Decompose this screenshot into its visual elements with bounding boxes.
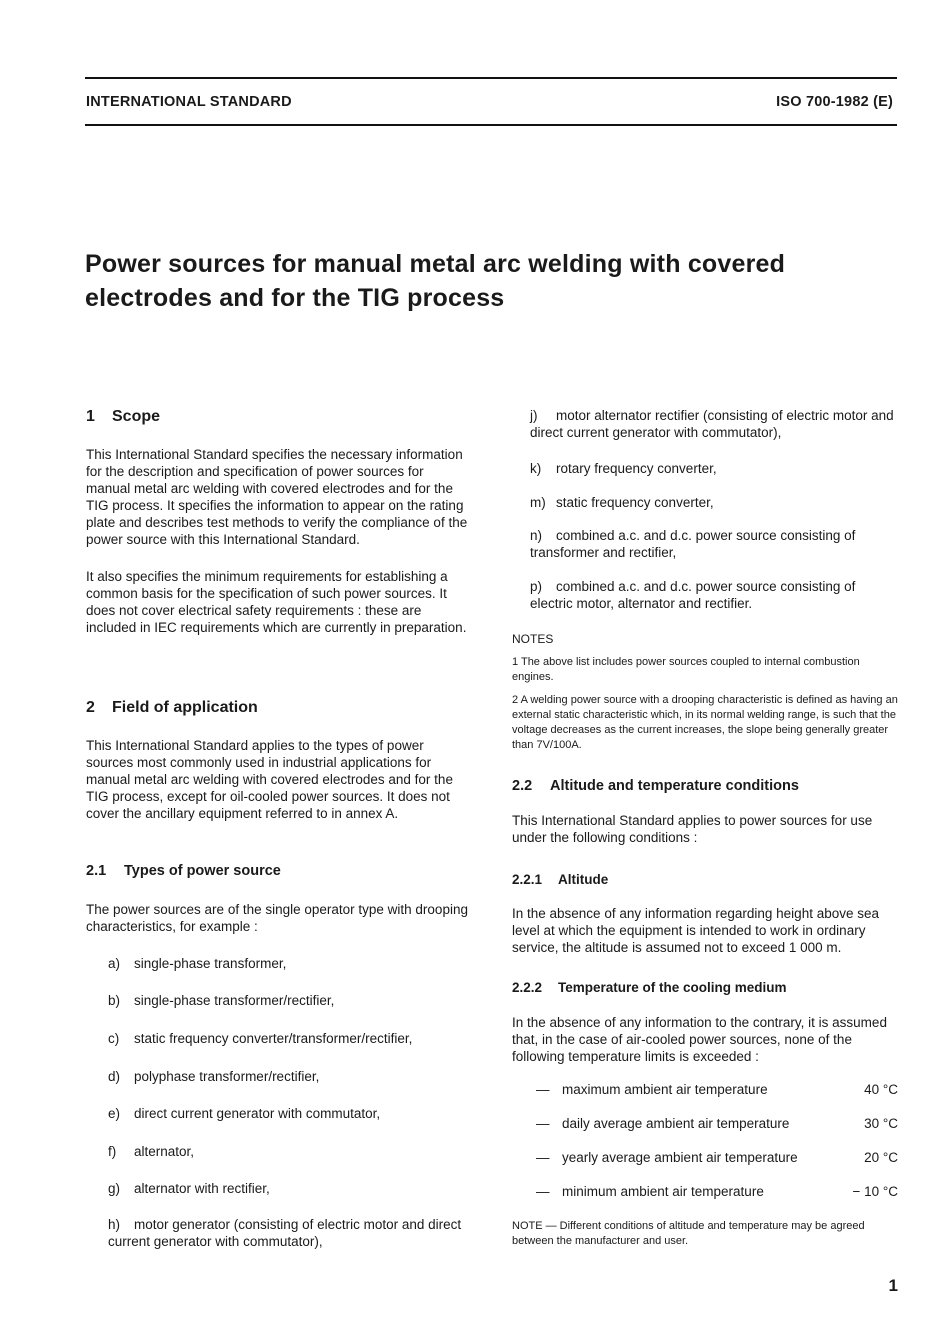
scope-paragraph-2: It also specifies the minimum requirements for establishing a common basis for the specification of such power sources. It does not cover electrical safety requirements : these are included in IEC requirements which are currently in preparation.	[86, 569, 467, 635]
list-text: alternator,	[134, 1144, 195, 1159]
list-label: a)	[108, 956, 121, 971]
list-label: m)	[530, 495, 546, 510]
list-label: e)	[108, 1106, 121, 1121]
list-text: combined a.c. and d.c. power source consisting of electric motor, alternator and rectifier.	[530, 579, 856, 611]
list-item	[530, 527, 898, 561]
top-rule	[85, 77, 897, 79]
temperature-limit-row	[536, 1150, 898, 1168]
limit-value: − 10 °C	[852, 1184, 898, 1199]
list-label: b)	[108, 993, 121, 1008]
list-text: static frequency converter/transformer/rectifier,	[134, 1031, 413, 1046]
section-title: Field of application	[112, 699, 258, 716]
list-text: polyphase transformer/rectifier,	[134, 1069, 320, 1084]
section-title: Altitude	[558, 872, 609, 887]
section-title: Temperature of the cooling medium	[558, 980, 787, 995]
altitude-paragraph: In the absence of any information regarding height above sea level at which the equipment is intended to work in ordinary service, the altitude is assumed not to exceed 1 000 m.	[512, 906, 879, 955]
header-rule	[85, 124, 897, 126]
notes-heading: NOTES	[512, 632, 554, 646]
list-item	[108, 955, 286, 972]
list-label: j)	[530, 408, 538, 423]
temperature-limit-row	[536, 1184, 898, 1202]
field-paragraph-1: This International Standard applies to the types of power sources most commonly used in industrial applications for manual metal arc welding with covered electrodes and for the TIG process, except for oil-cooled power sources. It does not cover the ancillary equipment referred to in annex A.	[86, 738, 453, 821]
section-number: 2	[86, 699, 95, 716]
list-item	[108, 1180, 270, 1197]
list-item	[530, 578, 898, 612]
limit-label: yearly average ambient air temperature	[562, 1150, 798, 1165]
note-1: 1 The above list includes power sources coupled to internal combustion engines.	[512, 656, 860, 683]
list-label: k)	[530, 461, 542, 476]
list-item	[108, 1143, 194, 1160]
subsubsection-heading-altitude	[512, 872, 608, 887]
list-text: alternator with rectifier,	[134, 1181, 270, 1196]
list-item	[530, 494, 714, 511]
list-text: rotary frequency converter,	[556, 461, 717, 476]
list-item	[530, 460, 717, 477]
limit-value: 20 °C	[864, 1150, 898, 1165]
section-heading-scope	[86, 408, 160, 426]
page-title: Power sources for manual metal arc welding with covered electrodes and for the TIG process	[85, 250, 786, 312]
dash: —	[536, 1116, 550, 1131]
limit-value: 30 °C	[864, 1116, 898, 1131]
list-label: d)	[108, 1069, 121, 1084]
subsection-heading-altitude-temperature	[512, 778, 799, 794]
list-text: motor generator (consisting of electric motor and direct current generator with commutator),	[108, 1217, 462, 1249]
list-label: h)	[108, 1217, 121, 1232]
header-standard-type: INTERNATIONAL STANDARD	[86, 94, 292, 110]
header-document-id: ISO 700-1982 (E)	[776, 94, 893, 110]
list-item	[108, 992, 334, 1009]
types-intro: The power sources are of the single operator type with drooping characteristics, for example :	[86, 902, 468, 934]
list-item	[108, 1105, 380, 1122]
list-label: c)	[108, 1031, 120, 1046]
subsubsection-heading-temperature	[512, 980, 787, 995]
list-text: direct current generator with commutator,	[134, 1106, 381, 1121]
list-item	[108, 1030, 412, 1047]
section-title: Scope	[112, 408, 161, 425]
section-heading-field	[86, 699, 258, 717]
dash: —	[536, 1150, 550, 1165]
temperature-note: NOTE — Different conditions of altitude and temperature may be agreed between the manufacturer and user.	[512, 1220, 865, 1247]
limit-value: 40 °C	[864, 1082, 898, 1097]
section-number: 2.2.2	[512, 980, 543, 995]
list-item	[108, 1216, 478, 1250]
list-text: combined a.c. and d.c. power source consisting of transformer and rectifier,	[530, 528, 856, 560]
section-number: 2.2	[512, 778, 533, 794]
list-label: n)	[530, 528, 543, 543]
list-text: single-phase transformer/rectifier,	[134, 993, 335, 1008]
list-label: f)	[108, 1144, 117, 1159]
temperature-paragraph: In the absence of any information to the contrary, it is assumed that, in the case of air-cooled power sources, none of the following temperature limits is exceeded :	[512, 1015, 887, 1064]
page-number: 1	[888, 1276, 898, 1295]
section-number: 1	[86, 408, 95, 425]
list-text: single-phase transformer,	[134, 956, 287, 971]
section-number: 2.2.1	[512, 872, 543, 887]
list-text: static frequency converter,	[556, 495, 714, 510]
limit-label: daily average ambient air temperature	[562, 1116, 790, 1131]
list-text: motor alternator rectifier (consisting of electric motor and direct current generator with commutator),	[530, 408, 894, 440]
list-item	[530, 407, 898, 441]
scope-paragraph-1: This International Standard specifies the necessary information for the description and specification of power sources for manual metal arc welding with covered electrodes and for the TIG process. It specifies the information to appear on the rating plate and describes test methods to verify the compliance of the power source with this International Standard.	[86, 447, 468, 547]
dash: —	[536, 1082, 550, 1097]
section-title: Types of power source	[124, 863, 281, 879]
section-number: 2.1	[86, 863, 107, 879]
section-title: Altitude and temperature conditions	[550, 778, 799, 794]
temperature-limit-row	[536, 1116, 898, 1134]
temperature-limit-row	[536, 1082, 898, 1100]
subsection-heading-types	[86, 863, 281, 879]
list-item	[108, 1068, 319, 1085]
dash: —	[536, 1184, 550, 1199]
limit-label: minimum ambient air temperature	[562, 1184, 764, 1199]
altitude-temperature-paragraph: This International Standard applies to power sources for use under the following conditions :	[512, 813, 873, 845]
limit-label: maximum ambient air temperature	[562, 1082, 768, 1097]
note-2: 2 A welding power source with a drooping characteristic is defined as having an external static characteristic which, in its normal welding range, is such that the voltage decreases as the current increases, the slope being generally greater than 7V/100A.	[512, 694, 898, 751]
list-label: g)	[108, 1181, 121, 1196]
list-label: p)	[530, 579, 543, 594]
